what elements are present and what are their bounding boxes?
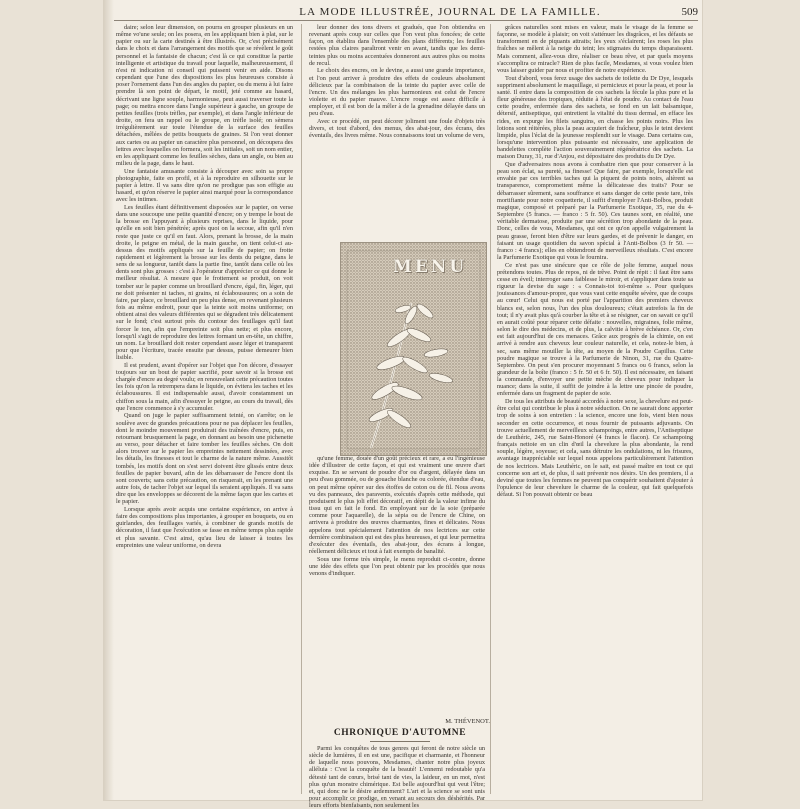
paragraph: Parmi les conquêtes de tous genres qui feront de notre siècle un siècle de lumières, il en est une, pacifique et charmante, et l'honneur de laquelle nous pouvons, Mesdames, chanter notre plus joyeux alléluia : C'est la conquête de la beauté! L'ennemi redoutable qu'a détesté tant de cœurs, brisé tant de vies, la laideur, en un mot, n'est plus qu'un monstre chimérique. Est belle aujourd'hui qui veut l'être; et, qui donc ne le désire ardemment? L'art et la science se sont unis pour accomplir ce prodige, en venant au secours des déshérités. Par leurs efforts bienfaisants, non seulement les: [309, 745, 485, 809]
section-rule: [370, 741, 430, 742]
paragraph: Une fantaisie amusante consiste à découper avec soin sa propre photographie, faite en profil, et à la reproduire en silhouette sur le papier à lettre. Il va sans dire qu'on ne prodigue pas son effigie au hasard, et qu'on réserve le papier ainsi marqué pour la correspondance avec les intimes.: [116, 167, 293, 204]
page-number: 509: [681, 6, 698, 18]
text-column-middle-bottom: [309, 455, 485, 775]
paragraph: grâces naturelles sont mises en valeur, mais le visage de la femme se façonne, se modèle à plaisir; on voit s'atténuer les disgrâces, et les défauts se transforment en de piquants attraits; les yeux s'éclairent; les roses les plus fraîches se mêlent à la neige du teint; les stigmates du temps disparaissent. Mais comment, allez-vous dire, réaliser ce beau rêve, et par quels moyens s'accomplira ce miracle? Rien de plus facile, Mesdames, si vous voulez bien vous laisser guider par nous et profiter de notre expérience.: [497, 24, 693, 74]
column-divider: [301, 24, 302, 794]
section-heading: CHRONIQUE D'AUTOMNE: [333, 728, 467, 738]
paragraph: Le choix des encres, on le devine, a aussi une grande importance, et l'on peut arriver à produire des effets de couleurs absolument délicieux par la combinaison de la teinte du papier avec celle de l'encre. Un des mélanges les plus harmonieux est celui de l'encre violette et du papier mauve. L'encre rouge est assez difficile à employer, et il est bon de la mêler à de la grenadine délayée dans un peu d'eau.: [309, 67, 485, 118]
paragraph: De tous les attributs de beauté accordés à notre sexe, la chevelure est peut-être celui qui contribue le plus à notre séduction. On ne saurait donc apporter trop de soins à son entretien : la science, encore une fois, vient bien nous seconder en cette occurrence, et nous fournir de puissants adjuvants. On trouve actuellement de merveilleux schampoings, entre autres, l'Antiseptique de Leuthéric, 245, rue Saint-Honoré (4 francs le flacon). Ce schampoing français nettoie en un clin d'œil la chevelure la plus abondante, la rend souple, légère, soyeuse; et cela, sans détruire les ondulations, ni les frisures, avantage inappréciable sur lequel nous appelons particulièrement l'attention de nos lectrices. Mais Leuthéric, on le sait, est passé maître en tout ce qui concerne son art et, de plus, il sait prévenir nos désirs. Un des premiers, il a deviné que toutes les femmes ne peuvent pas conquérir souhaitent d'ajouter à l'opulence de leur chevelure le charme de la couleur, qui fait quelquefois défaut. Si l'on pouvait obtenir ce beau: [497, 398, 693, 499]
page-gutter-shadow: [104, 0, 114, 800]
paragraph: Sous une forme très simple, le menu reproduit ci-contre, donne une idée des effets que l'on peut obtenir par les procédés que nous venons d'indiquer.: [309, 555, 485, 577]
author-signature: M. THÉVENOT.: [445, 718, 490, 725]
text-column-middle-top: [309, 24, 485, 239]
chronique-text: [309, 745, 485, 809]
menu-heading: MENU: [393, 257, 468, 277]
paragraph: Lorsque après avoir acquis une certaine expérience, on arrive à faire des compositions plus importantes, à grouper en bouquets, ou en guirlandes, des feuillages variés, à combiner de grands motifs de décoration, il faut que l'exécution se fasse en même temps plus rapide et plus savante. C'est ainsi, qu'au lieu de laisser à toutes les empreintes une valeur uniforme, on devra: [116, 505, 293, 549]
header-rule: [114, 20, 698, 21]
menu-illustration: [340, 242, 487, 456]
paragraph: daire; selon leur dimension, on pourra en grouper plusieurs en un même vo'une seule; on les posera, en les appliquant bien à plat, sur le papier ou sur la carte destinés à être illustrés. Or, c'est précisément dans le choix et dans l'arrangement des motifs que se révèlent le goût personnel et la fantaisie de chacun; c'est là ce qui constitue la partie intelligente et artistique du travail pour laquelle, malheureusement, il n'est ni indication ni conseil qui puissent venir en aide. Disons cependant que l'une des dispositions les plus heureuses consiste à poser l'ornement dans l'un des angles du papier, ou du menu à lui faire prendre là son point de départ, le motif, jeté comme au hasard, décrivant une ligne souple, harmonieuse, peut aussi traverser toute la page; ou mettra encore dans l'angle supérieur à gauche, un groupe de petites feuilles (trois trèfles, par exemple), et dans l'angle inférieur de droite, on fera un rappel ou le groupe, en trèfle isolé; on sèmera irrégulièrement sur toute l'étendue de la surface des feuilles détachées, mêlées de petits bouquets de graines. Si l'on veut donner aux cartes ou au papier un caractère plus personnel, on découpera des lettres avec lesquelles on formera, soit les initiales, soit un nom entier, en les appliquant comme les feuilles sèches, dans un angle, ou bien au milieu de la page, dans le haut.: [116, 24, 293, 167]
text-column-left: [116, 24, 293, 796]
paragraph: qu'une femme, douée d'un goût précieux et rare, a eu l'ingénieuse idée d'illustrer de cette façon, et qui est vraiment une œuvre d'art exquise. En se servant de poudre d'or ou d'argent, délayée dans un peu d'eau gommée, ou de gouache blanche ou colorée, étendue d'eau, on peut même opérer sur des étoffes de coton ou de fil. Nous avons vu des panneaux, des paravents, exécutés d'après cette méthode, qui produisent le plus joli effet décoratif, en dépit de la valeur infime du tissu qui en fait le fond. En employant sur de la soie (préparée comme pour l'aquarelle), de la sépia ou de l'encre de Chine, on arrivera à produire des œuvres charmantes, fines et délicates. Nous appelons tout spécialement l'attention de nos lectrices sur cette dernière combinaison qui est des plus heureuses, et qui leur permettra d'exécuter des éventails, des abat-jour, des écrans à longue, réellement délicieux et tout à fait exempts de banalité.: [309, 455, 485, 556]
paragraph: Ce n'est pas une sinécure que ce rôle de jolie femme, auquel nous prétendons toutes. Plus de repos, ni de trêve. Point de répit : il faut être sans cesse en éveil; interroger sans faiblesse le miroir, et s'appliquer dans toute sa rigueur la devise du sage : « Connais-toi toi-même ». Pour quelques jouissances d'amour-propre, que vous vaut cette enquête sévère, que de coups au cœur! Celui qui nous est porté par l'apparition des premiers cheveux blancs est, selon nous, l'un des plus douloureux; c'était autrefois la fin de tout; il n'y avait plus qu'à courber la tête et à se résigner, car on savait ce qu'il en aurait coûté pour réparer cette défaite : nouvelles, migraines, folie même, selon le dire des médecins, et de plus, la calvitie à brève échéance. Or, c'en est fait aujourd'hui de ces menaces. Grâce aux progrès de la chimie, on est arrivé à rendre aux cheveux leur couleur naturelle, et cela, notez-le bien, à sec, sans même mouiller la tête, au moyen de la Poudre Capillus. Cette poudre magique se trouve à la Parfumerie de Ninon, 31, rue du Quatre-Septembre. On peut s'en procurer moyennant 5 francs ou 6 francs, selon la grandeur de la boîte (franco : 5 fr. 50 et 6 fr. 50). Il est nécessaire, en faisant la commande, d'envoyer une petite mèche de cheveux pour indiquer la nuance; dans la suite, il suffit de joindre à la lettre une pincée de poudre, enfermée dans un fragment de papier de soie.: [497, 261, 693, 398]
journal-title: LA MODE ILLUSTRÉE, JOURNAL DE LA FAMILLE.: [299, 6, 601, 18]
paragraph: Que d'adversaires nous avons à combattre rien que pour conserver à la peau son éclat, sa pureté, sa finesse! Que faire, par exemple, lorsqu'elle est envahie par ces terribles taches qui la piquent de points noirs, altèrent sa transparence, compromettent même la délicatesse des traits? Pour se débarrasser sûrement, sans souffrance et sans danger de cette peste tare, très mortifiante pour notre coquetterie, il suffit d'employer l'Anti-Bolbos, produit magique, composé et préparé par la Parfumerie Exotique, 35, rue du 4-Septembre (5 francs. — franco : 5 fr. 50). Ces taunes sont, en réalité, une véritable dermatose, produite par une sécrétion trop abondante de la peau. Donc, celles de vous, Mesdames, qui ont ce qu'on appelle vulgairement la peau grasse, feront bien d'être sur leurs gardes, et de prévenir le danger, en faisant un usage quotidien du savon spécial à l'Anti-Bolbos (3 fr 50. — franco : 4 francs); elles en obtiendront de merveilleux résultats. C'est encore la Parfumerie Exotique qui vous le fournira.: [497, 160, 693, 261]
paragraph: Tout d'abord, vous ferez usage des sachets de toilette du Dr Dye, lesquels suppriment absolument le maquillage, si pernicieux et pour la peau, et pour la santé. Il entre dans la composition de ces sachets la fécule la plus pure et la fleur généreuse des tropiques, réduite à l'état de poudre. Au contact de l'eau cette poudre, enfermée dans des sachets, se fond en un lait balsamique, détersif, antiseptique, qui entretient la vitalité du tissu dermal, en efface les rides, en expurge les filets sanguins, en chasse les points noirs. Plus les lotions sont réitérées, plus la peau acquiert de fraîcheur, plus le teint devient limpide, plus l'éclat de la jeunesse resplendit sur le visage. Dans certains cas, lorsqu'une intervention plus puissante est nécessaire, une application de bandelettes complète l'action souverainement régénératrice des sachets. La maison Duray, 31, rue d'Anjou, est dépositaire des produits du Dr Dye.: [497, 74, 693, 161]
text-column-right: [497, 24, 693, 796]
paragraph: Il est prudent, avant d'opérer sur l'objet que l'on décore, d'essayer toujours sur un bout de papier sacrifié, pour savoir si la brosse est chargée d'encre au degré voulu; en renouvelant cette précaution toutes les fois qu'on la retrempera dans le liquide, on évitera les taches et les éclaboussures. Il est indispensable aussi, d'avoir constamment un chiffon sous la main, afin d'essuyer le peigne, au cours du travail, dès que l'encre commence à s'y accumuler.: [116, 361, 293, 412]
paragraph: Les feuilles étant définitivement disposées sur le papier, on verse dans une soucoupe une petite quantité d'encre; on y trempe le bout de la brosse en l'appuyant à plusieurs reprises, dans le liquide, pour qu'elle en soit bien pénétrée; après quoi on la secoue, afin qu'il n'en reste que juste ce qu'il en faut. Alors, prenant la brosse, de la main droite, le peigne en métal, de la main gauche, on tient celui-ci au-dessus des motifs appliqués sur la feuille de papier; on frotte rapidement et légèrement la brosse sur les dents du peigne, dans le sens de sa longueur, tantôt dans la partie fine, tantôt dans celle où les dents sont plus grosses : c'est à l'opérateur d'apprécier ce qui donne le meilleur résultat. A mesure que le frottement se produit, on voit tomber sur le papier comme un brouillard d'encre, égal, fin, léger, qui ne doit présenter ni taches, ni grains, ni éclaboussures; on a soin de faire, par place, ce brouillard un peu plus dense, en revenant plusieurs fois au même endroit, pour que la teinte soit moins uniforme; on obtient ainsi des valeurs différentes qui se dégradent très délicatement sur le fond; c'est surtout près du contour des feuillages qu'il faut forcer le ton, afin que l'empreinte soit plus nette; et plus encore, lorsqu'il s'agit de reproduire des lettres formant un en-tête, un chiffre, un nom. Le brouillard doit rester cependant assez léger et transparent pour que l'écriture, tracée ensuite par dessus, puisse demeurer bien lisible.: [116, 203, 293, 362]
paragraph: Quand on juge le papier suffisamment teinté, on s'arrête; on le soulève avec de grandes précautions pour ne pas déplacer les feuilles, dont le moindre mouvement produirait des traînées d'encre, puis, en retournant brusquement la page, en donnant au besoin une pichenette au verso, pour détacher et faire tomber les feuilles sèches. On doit alors trouver sur le papier les empreintes nettement dessinées, avec les détails, les finesses et tout le charme de la nature même. Aussitôt tombés, les motifs dont on s'est servi doivent être glissés entre deux feuilles de papier buvard, afin de les débarrasser de l'encre dont ils sont couverts; sans cette précaution, on risquerait, en les prenant une autre fois, de tacher l'objet sur lequel ils seraient appliqués. Il va sans dire que les enveloppes se décorent de la même façon que les cartes et le papier.: [116, 412, 293, 506]
column-divider: [490, 24, 491, 794]
paragraph: Avec ce procédé, on peut décorer joliment une foule d'objets très divers, et tout d'abord, des menus, des abat-jour, des écrans, des éventails, des livres même. Nous connaissons tout un volume de vers,: [309, 118, 485, 140]
paragraph: leur donner des tons divers et gradués, que l'on obtiendra en revenant après coup sur celles que l'on veut plus foncées; de cette façon, on établira dans l'ensemble des plans différents; les feuilles restées plus claires paraîtront venir en avant, tandis que les demi-teintes plus ou moins accentuées donneront aux autres plus ou moins de recul.: [309, 24, 485, 67]
